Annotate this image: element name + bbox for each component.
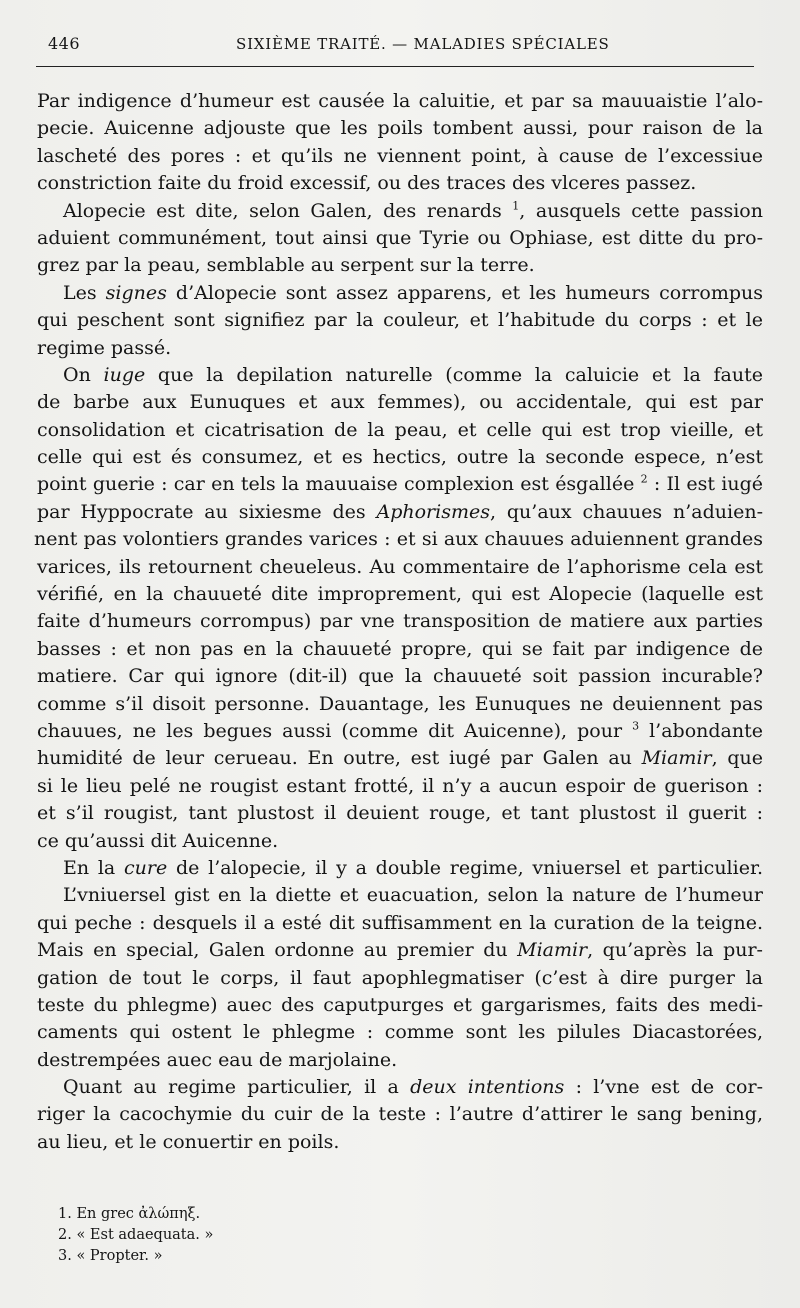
text-line: nent pas volontiers grandes varices : et si aux chauues aduiennent grandes bbox=[34, 528, 763, 551]
text-line: teste du phlegme) auec des caputpurges et gargarismes, faits des medi- bbox=[37, 993, 763, 1016]
text-line: pecie. Auicenne adjouste que les poils tombent aussi, pour raison de la bbox=[37, 117, 763, 140]
text-line: regime passé. bbox=[37, 336, 172, 359]
text-line: et s’il rougist, tant plustost il deuient rouge, et tant plustost il guerit : bbox=[37, 802, 763, 825]
text-line: qui peschent sont signifiez par la couleur, et l’habitude du corps : et le bbox=[37, 309, 763, 332]
text-line: Mais en special, Galen ordonne au premier du Miamir, qu’après la pur- bbox=[37, 939, 763, 962]
footnote-1: 1. En grec ἀλώπηξ. bbox=[58, 1206, 201, 1222]
footnote-3: 3. « Propter. » bbox=[58, 1248, 163, 1264]
text-line: lascheté des pores : et qu’ils ne viennent point, à cause de l’excessiue bbox=[37, 144, 763, 167]
text-line: point guerie : car en tels la mauuaise complexion est ésgallée $^2$ : Il est iugé bbox=[37, 473, 763, 496]
text-line: matiere. Car qui ignore (dit-il) que la chauueté soit passion incurable? bbox=[37, 665, 763, 688]
footnote-2: 2. « Est adaequata. » bbox=[58, 1227, 214, 1243]
page-header bbox=[36, 32, 754, 67]
text-line: On iuge que la depilation naturelle (comme la caluicie et la faute bbox=[63, 363, 763, 386]
text-line: de barbe aux Eunuques et aux femmes), ou accidentale, qui est par bbox=[37, 391, 763, 414]
text-line: L’vniuersel gist en la diette et euacuation, selon la nature de l’humeur bbox=[63, 884, 763, 907]
text-line: qui peche : desquels il a esté dit suffisamment en la curation de la teigne. bbox=[37, 911, 763, 934]
text-line: humidité de leur cerueau. En outre, est iugé par Galen au Miamir, que bbox=[37, 747, 763, 770]
text-line: si le lieu pelé ne rougist estant frotté, il n’y a aucun espoir de guerison : bbox=[37, 774, 763, 797]
text-line: chauues, ne les begues aussi (comme dit Auicenne), pour $^3$ l’abondante bbox=[37, 719, 763, 742]
text-line: basses : et non pas en la chauueté propre, qui se fait par indigence de bbox=[37, 637, 763, 660]
text-line: consolidation et cicatrisation de la peau, et celle qui est trop vieille, et bbox=[37, 418, 763, 441]
text-line: destrempées auec eau de marjolaine. bbox=[37, 1048, 398, 1071]
text-line: En la cure de l’alopecie, il y a double regime, vniuersel et particulier. bbox=[63, 856, 763, 879]
text-line: Quant au regime particulier, il a deux intentions : l’vne est de cor- bbox=[63, 1076, 763, 1099]
body-text bbox=[34, 88, 763, 1156]
running-head: SIXIÈME TRAITÉ. — MALADIES SPÉCIALES bbox=[236, 35, 610, 53]
text-line: constriction faite du froid excessif, ou des traces des vlceres passez. bbox=[37, 172, 697, 195]
text-line: grez par la peau, semblable au serpent sur la terre. bbox=[37, 254, 535, 277]
text-line: celle qui est és consumez, et es hectics, outre la seconde espece, n’est bbox=[37, 446, 763, 469]
text-line: aduient communément, tout ainsi que Tyrie ou Ophiase, est ditte du pro- bbox=[37, 226, 763, 249]
text-line: comme s’il disoit personne. Dauantage, les Eunuques ne deuiennent pas bbox=[37, 692, 763, 715]
footnotes bbox=[58, 1204, 213, 1267]
text-line: riger la cacochymie du cuir de la teste : l’autre d’attirer le sang bening, bbox=[37, 1103, 763, 1126]
text-line: par Hyppocrate au sixiesme des Aphorismes, qu’aux chauues n’aduien- bbox=[37, 500, 763, 523]
text-line: varices, ils retournent cheueleus. Au commentaire de l’aphorisme cela est bbox=[37, 555, 763, 578]
text-line: gation de tout le corps, il faut apophlegmatiser (c’est à dire purger la bbox=[37, 966, 763, 989]
page-number: 446 bbox=[48, 34, 81, 53]
text-line: vérifié, en la chauueté dite improprement, qui est Alopecie (laquelle est bbox=[37, 583, 763, 606]
text-line: Alopecie est dite, selon Galen, des renards $^1$, ausquels cette passion bbox=[63, 199, 763, 222]
text-line: Les signes d’Alopecie sont assez apparens, et les humeurs corrompus bbox=[63, 281, 763, 304]
text-line: faite d’humeurs corrompus) par vne transposition de matiere aux parties bbox=[37, 610, 763, 633]
text-line: ce qu’aussi dit Auicenne. bbox=[37, 829, 279, 852]
text-line: caments qui ostent le phlegme : comme sont les pilules Diacastorées, bbox=[37, 1021, 763, 1044]
text-line: Par indigence d’humeur est causée la caluitie, et par sa mauuaistie l’alo- bbox=[37, 90, 763, 112]
text-line: au lieu, et le conuertir en poils. bbox=[37, 1130, 340, 1153]
